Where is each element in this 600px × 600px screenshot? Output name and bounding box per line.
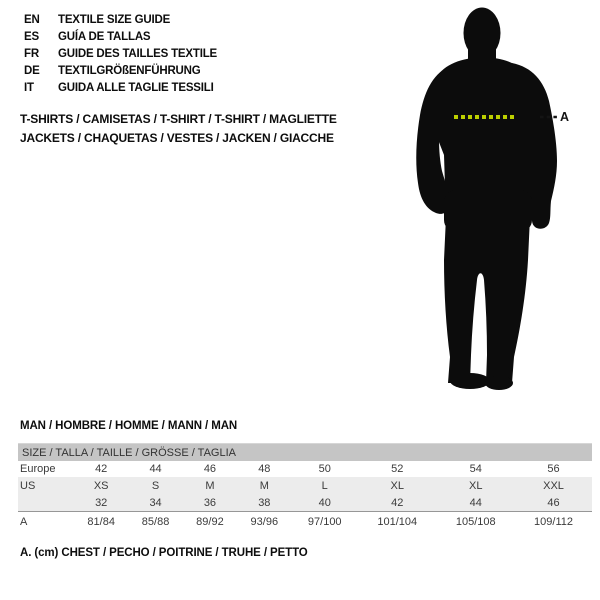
man-silhouette <box>400 5 578 392</box>
lang-title: TEXTILE SIZE GUIDE <box>58 14 171 26</box>
category-tshirts: T-SHIRTS / CAMISETAS / T-SHIRT / T-SHIRT / MAGLIETTE <box>20 112 337 126</box>
lang-code: FR <box>24 48 39 60</box>
table-row-chest-a <box>18 512 592 532</box>
size-cell: 81/84 <box>74 512 128 532</box>
lang-row-fr <box>24 46 217 63</box>
size-table <box>18 443 592 531</box>
table-row-us-numeric <box>18 494 592 512</box>
lang-row-de <box>24 63 217 80</box>
size-cell: XL <box>358 477 437 494</box>
size-cell: 89/92 <box>183 512 237 532</box>
category-jackets: JACKETS / CHAQUETAS / VESTES / JACKEN / GIACCHE <box>20 131 334 145</box>
size-cell: XS <box>74 477 128 494</box>
size-cell: XL <box>437 477 516 494</box>
row-label: US <box>18 477 74 494</box>
size-cell: 46 <box>515 494 592 512</box>
lang-row-it <box>24 80 217 97</box>
size-cell: 46 <box>203 463 217 475</box>
row-label <box>18 494 74 512</box>
size-cell: 48 <box>258 463 271 475</box>
size-cell: L <box>292 477 358 494</box>
lang-row-es <box>24 29 217 46</box>
size-table-header: SIZE / TALLA / TAILLE / GRÖSSE / TAGLIA <box>18 444 592 462</box>
measurement-footnote: A. (cm) CHEST / PECHO / POITRINE / TRUHE / PETTO <box>20 547 308 559</box>
section-title-man: MAN / HOMBRE / HOMME / MANN / MAN <box>20 420 238 432</box>
size-cell: 56 <box>547 463 560 475</box>
lang-code: ES <box>24 31 39 43</box>
size-cell: M <box>237 477 291 494</box>
lang-code: DE <box>24 65 40 77</box>
row-label: A <box>18 512 74 532</box>
size-cell: 40 <box>292 494 358 512</box>
size-cell: 97/100 <box>292 512 358 532</box>
table-row-europe <box>18 461 592 477</box>
size-cell: 105/108 <box>437 512 516 532</box>
lang-row-en <box>24 12 217 29</box>
size-cell: S <box>128 477 182 494</box>
row-label: Europe <box>20 463 56 475</box>
size-cell: 50 <box>318 463 331 475</box>
size-cell: XXL <box>515 477 592 494</box>
garment-categories <box>20 110 337 148</box>
size-cell: M <box>183 477 237 494</box>
size-cell: 38 <box>237 494 291 512</box>
lang-title: GUÍA DE TALLAS <box>58 31 151 43</box>
size-cell: 42 <box>95 463 108 475</box>
size-cell: 54 <box>469 463 482 475</box>
size-cell: 109/112 <box>515 512 592 532</box>
size-cell: 42 <box>358 494 437 512</box>
size-cell: 44 <box>149 463 162 475</box>
size-table-header-row <box>18 444 592 462</box>
measure-label-a: A <box>560 110 570 124</box>
size-cell: 52 <box>391 463 404 475</box>
lang-code: IT <box>24 82 34 94</box>
lang-code: EN <box>24 14 40 26</box>
size-cell: 93/96 <box>237 512 291 532</box>
silhouette-left-foot <box>450 373 490 389</box>
size-cell: 44 <box>437 494 516 512</box>
silhouette-right-foot <box>485 376 513 390</box>
lang-title: TEXTILGRÖßENFÜHRUNG <box>58 65 201 77</box>
size-cell: 34 <box>128 494 182 512</box>
silhouette-legs <box>444 217 530 383</box>
lang-title: GUIDA ALLE TAGLIE TESSILI <box>58 82 214 94</box>
size-cell: 32 <box>74 494 128 512</box>
size-cell: 85/88 <box>128 512 182 532</box>
size-cell: 101/104 <box>358 512 437 532</box>
language-title-list <box>24 12 217 97</box>
table-row-us <box>18 477 592 494</box>
size-cell: 36 <box>183 494 237 512</box>
lang-title: GUIDE DES TAILLES TEXTILE <box>58 48 217 60</box>
